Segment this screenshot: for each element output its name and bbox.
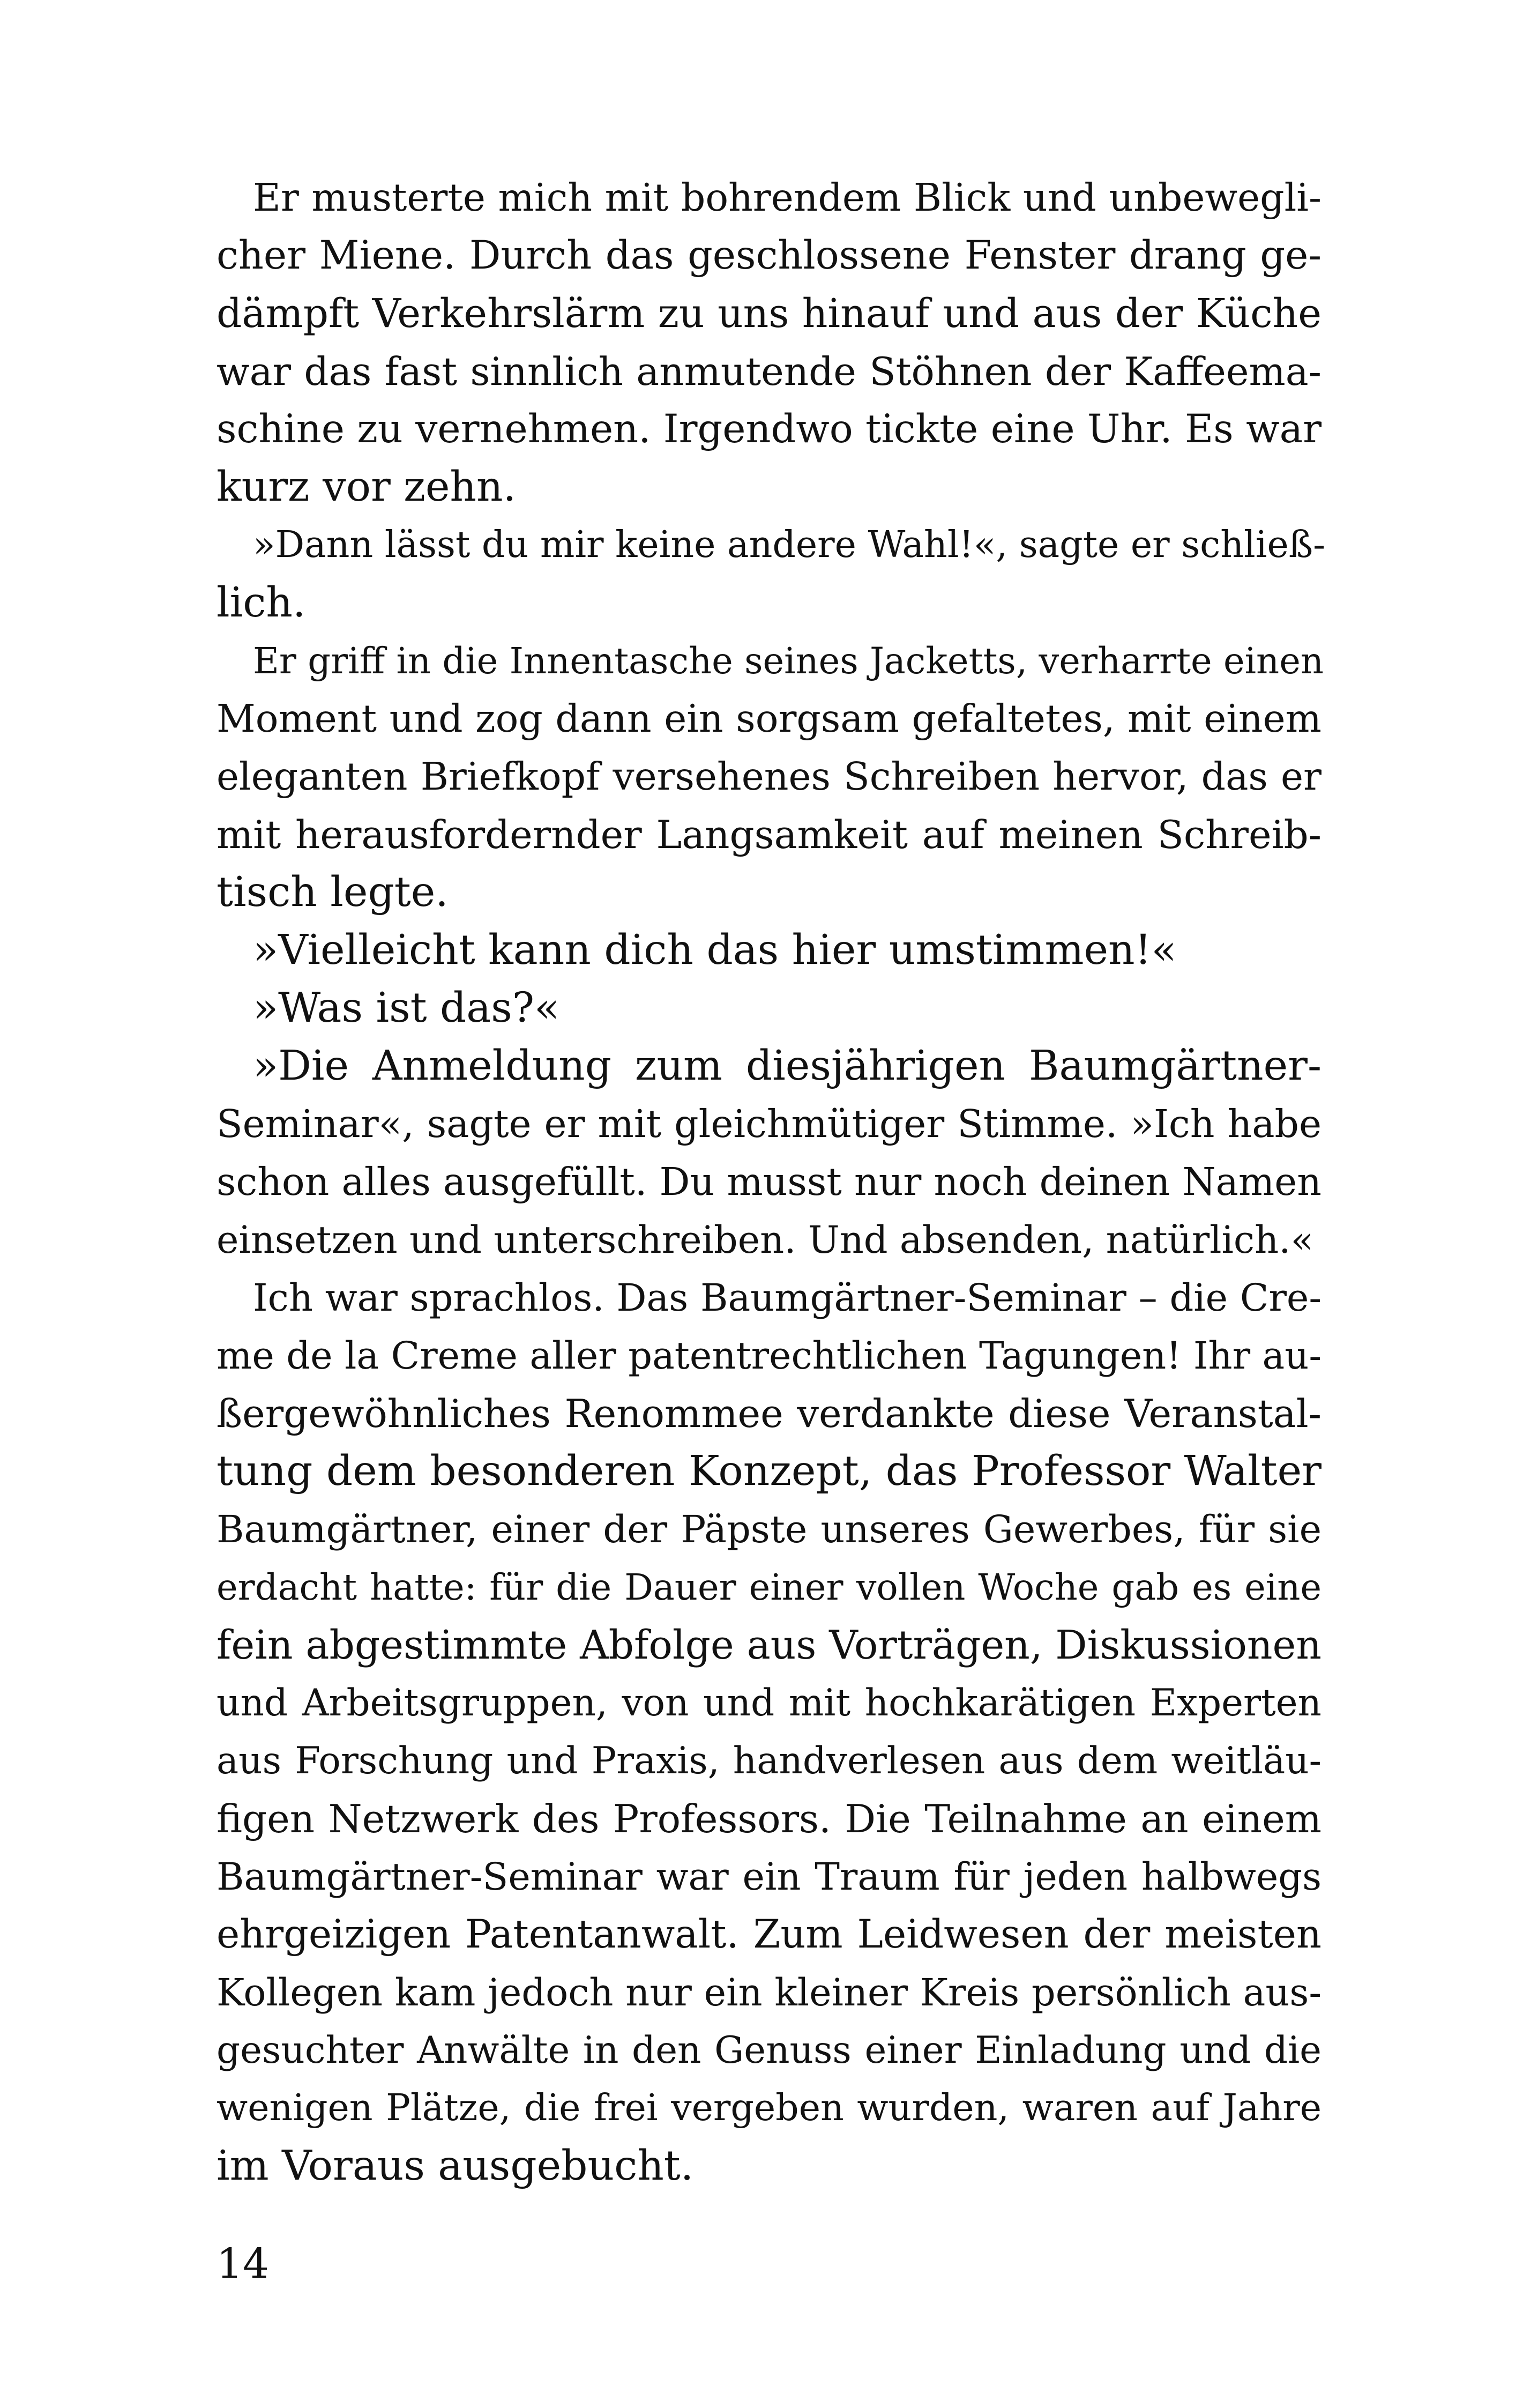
text-line: »Dann lässt du mir keine andere Wahl!«, sagte er schließ- [253, 524, 1326, 566]
text-line: dämpft Verkehrslärm zu uns hinauf und aus der Küche [216, 291, 1322, 337]
text-line: lich. [216, 579, 306, 627]
text-line: erdacht hatte: für die Dauer einer vollen Woche gab es eine [216, 1566, 1322, 1608]
text-line: Moment und zog dann ein sorgsam gefaltetes, mit einem [216, 696, 1322, 741]
text-line: fein abgestimmte Abfolge aus Vorträgen, Diskussionen [216, 1622, 1322, 1668]
text-line: einsetzen und unterschreiben. Und absenden, natürlich.« [216, 1218, 1314, 1262]
text-line: ehrgeizigen Patentanwalt. Zum Leidwesen der meisten [216, 1912, 1322, 1957]
text-line: schine zu vernehmen. Irgendwo tickte eine Uhr. Es war [216, 406, 1322, 452]
text-line: Ich war sprachlos. Das Baumgärtner-Seminar – die Cre- [253, 1276, 1322, 1320]
text-line: »Was ist das?« [253, 984, 560, 1032]
text-line: schon alles ausgefüllt. Du musst nur noch deinen Namen [216, 1160, 1322, 1204]
text-line: Seminar«, sagte er mit gleichmütiger Stimme. »Ich habe [216, 1102, 1322, 1146]
text-line: gesuchter Anwälte in den Genuss einer Einladung und die [216, 2029, 1322, 2072]
text-line: Er musterte mich mit bohrendem Blick und unbewegli- [253, 175, 1322, 220]
text-line: cher Miene. Durch das geschlossene Fenster drang ge- [216, 233, 1322, 278]
text-line: »Vielleicht kann dich das hier umstimmen!« [253, 926, 1177, 974]
text-line: eleganten Briefkopf versehenes Schreiben hervor, das er [216, 754, 1322, 799]
text-line: Baumgärtner, einer der Päpste unseres Gewerbes, für sie [216, 1507, 1322, 1551]
text-line: wenigen Plätze, die frei vergeben wurden, waren auf Jahre [216, 2087, 1322, 2129]
text-line: figen Netzwerk des Professors. Die Teilnahme an einem [216, 1796, 1322, 1841]
text-line: tung dem besonderen Konzept, das Professor Walter [216, 1447, 1322, 1495]
text-line: Baumgärtner-Seminar war ein Traum für jeden halbwegs [216, 1855, 1322, 1899]
page-number: 14 [216, 2240, 269, 2288]
text-line: aus Forschung und Praxis, handverlesen aus dem weitläu- [216, 1740, 1322, 1782]
text-line: me de la Creme aller patentrechtlichen Tagungen! Ihr au- [216, 1334, 1322, 1378]
text-line: Kollegen kam jedoch nur ein kleiner Kreis persönlich aus- [216, 1971, 1322, 2015]
text-line: kurz vor zehn. [216, 463, 517, 511]
text-line: im Voraus ausgebucht. [216, 2142, 694, 2190]
text-line: »Die Anmeldung zum diesjährigen Baumgärtner- [253, 1042, 1322, 1090]
text-line: mit herausfordernder Langsamkeit auf meinen Schreib- [216, 812, 1322, 857]
text-line: Er griff in die Innentasche seines Jacketts, verharrte einen [253, 640, 1324, 682]
text-line: und Arbeitsgruppen, von und mit hochkarätigen Experten [216, 1682, 1322, 1725]
text-line: war das fast sinnlich anmutende Stöhnen der Kaffeema- [216, 349, 1322, 394]
text-line: tisch legte. [216, 868, 449, 916]
body-text [216, 169, 1326, 2195]
text-line: ßergewöhnliches Renommee verdankte diese Veranstal- [216, 1391, 1322, 1436]
